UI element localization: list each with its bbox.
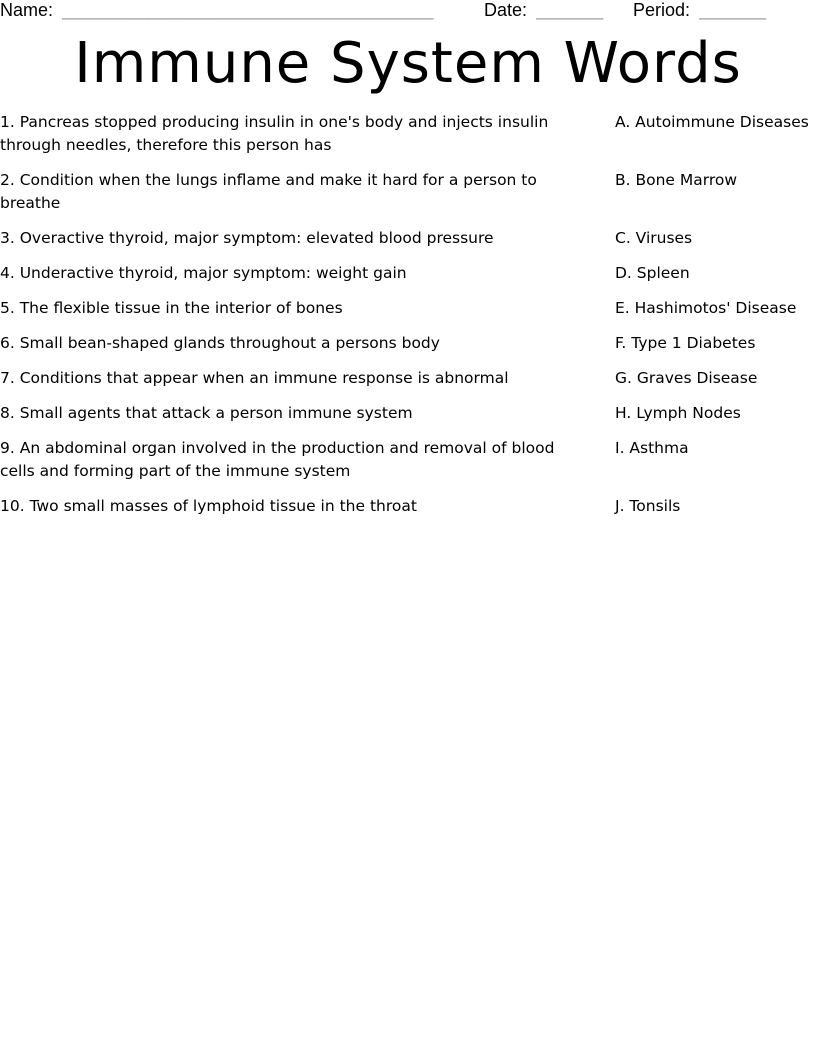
clue-text: 5. The flexible tissue in the interior of bones (0, 299, 343, 317)
clue-text: 9. An abdominal organ involved in the production and removal of blood cells and forming part of the immune system (0, 439, 555, 480)
period-blank: _______ (699, 0, 766, 20)
matching-row (0, 169, 816, 215)
matching-row (0, 297, 816, 320)
clue-text: 4. Underactive thyroid, major symptom: weight gain (0, 264, 407, 282)
answer-option: A. Autoimmune Diseases (615, 113, 809, 131)
clue-text: 3. Overactive thyroid, major symptom: elevated blood pressure (0, 229, 494, 247)
clue-text: 8. Small agents that attack a person immune system (0, 404, 413, 422)
matching-list (0, 111, 816, 530)
matching-row (0, 495, 816, 518)
clue-text: 6. Small bean-shaped glands throughout a persons body (0, 334, 440, 352)
matching-row (0, 437, 816, 483)
clue-text: 2. Condition when the lungs inflame and make it hard for a person to breathe (0, 171, 537, 212)
answer-option: F. Type 1 Diabetes (615, 334, 756, 352)
answer-option: J. Tonsils (615, 497, 681, 515)
answer-option: I. Asthma (615, 439, 689, 457)
date-label: Date: (484, 0, 528, 20)
answer-option: D. Spleen (615, 264, 690, 282)
answer-option: C. Viruses (615, 229, 693, 247)
name-label: Name: (0, 0, 54, 20)
matching-row (0, 367, 816, 390)
matching-row (0, 262, 816, 285)
answer-option: H. Lymph Nodes (615, 404, 741, 422)
matching-row (0, 111, 816, 157)
matching-row (0, 227, 816, 250)
clue-text: 10. Two small masses of lymphoid tissue in the throat (0, 497, 417, 515)
name-blank: _______________________________________ (62, 0, 433, 20)
matching-row (0, 402, 816, 425)
clue-text: 1. Pancreas stopped producing insulin in one's body and injects insulin through needles, therefore this person has (0, 113, 549, 154)
answer-option: G. Graves Disease (615, 369, 758, 387)
answer-option: E. Hashimotos' Disease (615, 299, 797, 317)
period-label: Period: (633, 0, 691, 20)
matching-row (0, 332, 816, 355)
page-title: Immune System Words (74, 31, 742, 96)
answer-option: B. Bone Marrow (615, 171, 738, 189)
worksheet-header (0, 0, 816, 22)
clue-text: 7. Conditions that appear when an immune response is abnormal (0, 369, 509, 387)
date-blank: _______ (536, 0, 603, 20)
